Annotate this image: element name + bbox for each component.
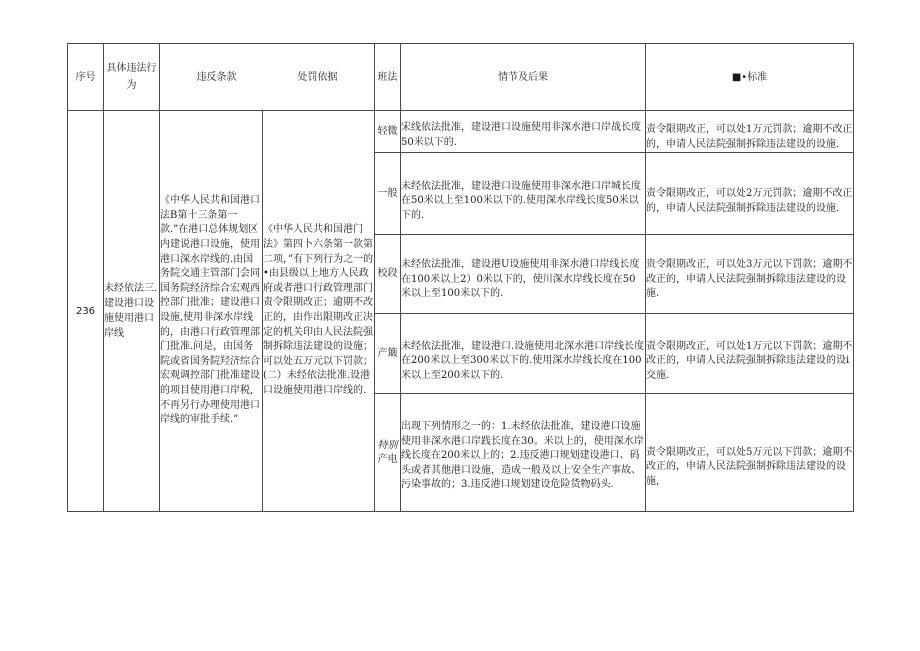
level-standard: 责令限期改正，可以处5万元以下罚款；逾期不改正的，申请人民法院强制拆除违法建设的设施， — [646, 394, 854, 512]
row-behavior: 未经依法三.建设港口设施使用港口岸线 — [104, 111, 160, 512]
level-name: 产簸 — [375, 314, 401, 394]
level-detail: 宋线依法批准，建设港口设施使用非深水港口岸战长度50米以下的. — [401, 111, 646, 153]
level-name-suffix: 产电 — [377, 453, 398, 465]
level-name: 轻微 — [375, 111, 401, 153]
level-standard: 责令限期改正，可以处1万元以下罚款；逾期不改正的，申请人民法院强制拆除违法建设的设i交施. — [646, 314, 854, 394]
level-name: 一般 — [375, 153, 401, 235]
level-detail: 未经依法批准，建设港口设施使用非深水港口岸城长度在50米以上至100米以下的.使用深水岸线长度50米以下的. — [401, 153, 646, 235]
level-detail: 未经依法批准，建设港U设施使用非深水港口岸线长度在100米以上2）0米以下的，使川深水岸线长度在50米以上至100米以下的. — [401, 235, 646, 314]
row-violated-clause: 《中华人民共和国港口法B第十三条第一款.”在港口总体规划区内建说港口设施，使用港口深水岸线的.由国务院交通主管部门会同国务院经济综合宏观西控部门批准；建设港口设施,使用非深水岸线的，由港口行政管理部门批准.问是，由国务院或省国务院羟济综合宏观调控部门批准建设的项目使用港口岸税,不再另行办理使用港口岸线的审批手续.” — [160, 111, 263, 512]
row-penalty-basis: 《中华人民共和国港门法》第四卜六条第一款第二项，”有下列行为之一的•由县级以上地方人民政府或者港口行政管理部门责令限期改正；逾期不改正的，由作出限期改正决定的机关印由人民法院强制拆除违法建设的设施；可以处五万元以下罚款；(二）未经依法批准.设港口设施使用港口岸线的. — [263, 111, 375, 512]
level-detail: 未经依法批准，建设港口.设施使用北深水港口岸线长度在200米以上至300米以下的.使用深水岸线长度在100米以上至200米以下的. — [401, 314, 646, 394]
row-seq: 236 — [68, 111, 104, 512]
level-name: 校段 — [375, 235, 401, 314]
level-standard: 责令限期改正，可以处2万元罚款；逾期不改正的，申请人民法院强制拆除违法建设的设施. — [646, 153, 854, 235]
header-behavior: 具体违法行为 — [104, 44, 160, 111]
penalty-standard-table — [67, 43, 854, 512]
header-seq: 序号 — [68, 44, 104, 111]
header-detail: 情节及后果 — [401, 44, 646, 111]
header-clause-basis — [160, 44, 375, 111]
header-basis: 处罚依据 — [297, 71, 338, 83]
level-standard: 责令限期改正，可以处1万元罚款；逾期不改正的，申请人民法院强制拆除违法建设的设施. — [646, 111, 854, 153]
level-name-prefix: 特别 — [377, 439, 398, 451]
level-name — [375, 394, 401, 512]
level-standard: 贵令限期改正，可以处3万元以下罚款；逾期不改正的，申请人民法院强制拆除违法建设的设施. — [646, 235, 854, 314]
header-level: 班法 — [375, 44, 401, 111]
header-standard: ■•标准 — [646, 44, 854, 111]
table-header-row — [68, 44, 854, 111]
level-detail: 出现下列情形之一的：1.未经依法批准，建设港口设施使用非深水港口岸践长度在30。米以上的，使用深水岸线长度在200米以上的；2.违反港口规划建设港口、码头或者其他港口设施，造成一般及以上安全生产事故、污染事故的；3.违反港口规划建设危险货物码头. — [401, 394, 646, 512]
table-row — [68, 111, 854, 153]
header-clause: 违反条款 — [196, 71, 237, 83]
